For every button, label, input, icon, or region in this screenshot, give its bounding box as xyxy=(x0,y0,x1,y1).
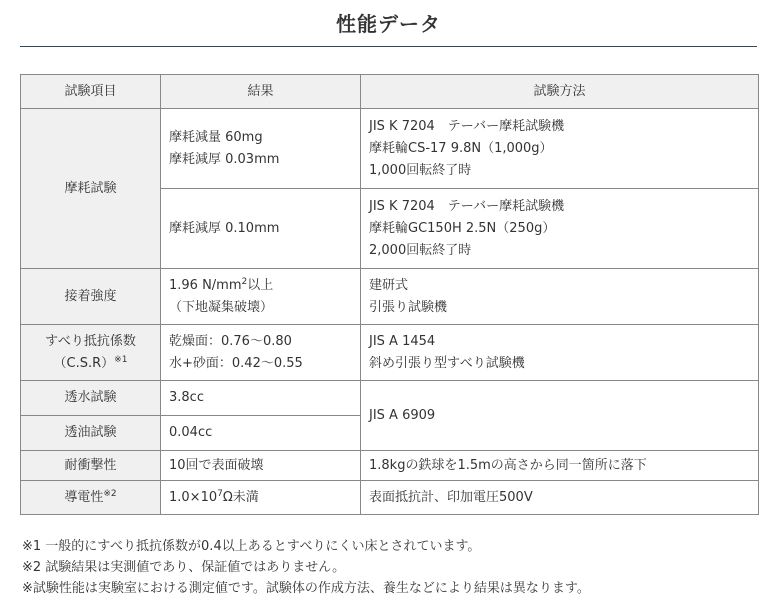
item-water-permeability: 透水試験 xyxy=(21,381,161,416)
header-test-method: 試験方法 xyxy=(361,75,759,109)
result-line: 摩耗減量 60mg xyxy=(169,129,263,145)
item-line-text: （C.S.R） xyxy=(53,355,115,371)
method-line: 摩耗輪GC150H 2.5N（250g） xyxy=(369,220,556,236)
header-test-item: 試験項目 xyxy=(21,75,161,109)
conductivity-exponent: 7 xyxy=(217,488,223,499)
result-oil-permeability: 0.04cc xyxy=(161,416,361,451)
item-adhesion: 接着強度 xyxy=(21,269,161,325)
result-impact-resistance: 10回で表面破壊 xyxy=(161,451,361,481)
item-impact-resistance: 耐衝撃性 xyxy=(21,451,161,481)
table-header-row xyxy=(21,75,759,109)
title-divider xyxy=(20,46,757,47)
method-line: JIS K 7204 テーバー摩耗試験機 xyxy=(369,118,565,134)
item-line xyxy=(29,353,152,375)
method-water-oil: JIS A 6909 xyxy=(361,381,759,451)
table-row xyxy=(21,325,759,381)
conductivity-prefix: 1.0×10 xyxy=(169,489,218,505)
table-row xyxy=(21,451,759,481)
adhesion-suffix: 以上 xyxy=(247,277,274,293)
item-line: すべり抵抗係数 xyxy=(45,333,136,349)
table-row xyxy=(21,481,759,515)
footnotes xyxy=(22,536,590,599)
result-conductivity xyxy=(161,481,361,515)
method-line: 斜め引張り型すべり試験機 xyxy=(369,355,525,371)
table-row xyxy=(21,381,759,416)
result-abrasion-2 xyxy=(161,189,361,269)
page-title: 性能データ xyxy=(336,12,441,36)
method-line: JIS K 7204 テーバー摩耗試験機 xyxy=(369,198,565,214)
method-line: 建研式 xyxy=(369,277,409,293)
result-line: 摩耗減厚 0.10mm xyxy=(169,220,280,236)
result-slip-resistance xyxy=(161,325,361,381)
footnote-1: ※1 一般的にすべり抵抗係数が0.4以上あるとすべりにくい床とされています。 xyxy=(22,539,481,554)
result-line: （下地凝集破壊） xyxy=(169,299,274,315)
result-line: 摩耗減厚 0.03mm xyxy=(169,151,280,167)
method-impact-resistance: 1.8kgの鉄球を1.5mの高さから同一箇所に落下 xyxy=(361,451,759,481)
method-conductivity: 表面抵抗計、印加電圧500V xyxy=(361,481,759,515)
method-line: 摩耗輪CS-17 9.8N（1,000g） xyxy=(369,140,553,156)
footnote-mark: ※2 xyxy=(103,488,117,499)
method-line: 1,000回転終了時 xyxy=(369,162,472,178)
result-water-permeability: 3.8cc xyxy=(161,381,361,416)
method-abrasion-1 xyxy=(361,109,759,189)
method-line: JIS A 1454 xyxy=(369,333,436,349)
item-conductivity xyxy=(21,481,161,515)
conductivity-suffix: Ω未満 xyxy=(222,489,259,505)
method-abrasion-2 xyxy=(361,189,759,269)
result-line xyxy=(169,275,352,297)
performance-table xyxy=(20,74,759,515)
item-conductivity-text: 導電性 xyxy=(64,489,104,505)
table-row xyxy=(21,269,759,325)
table-row xyxy=(21,109,759,189)
footnote-2: ※2 試験結果は実測値であり、保証値ではありません。 xyxy=(22,560,346,575)
result-adhesion xyxy=(161,269,361,325)
result-abrasion-1 xyxy=(161,109,361,189)
method-line: 2,000回転終了時 xyxy=(369,242,472,258)
footnote-mark: ※1 xyxy=(114,354,128,365)
result-line: 乾燥面：0.76～0.80 xyxy=(169,333,292,349)
item-abrasion: 摩耗試験 xyxy=(21,109,161,269)
method-slip-resistance xyxy=(361,325,759,381)
item-oil-permeability: 透油試験 xyxy=(21,416,161,451)
item-slip-resistance xyxy=(21,325,161,381)
header-result: 結果 xyxy=(161,75,361,109)
result-line: 水+砂面：0.42～0.55 xyxy=(169,355,303,371)
adhesion-value: 1.96 N/mm xyxy=(169,277,242,293)
method-adhesion xyxy=(361,269,759,325)
adhesion-unit-exponent: 2 xyxy=(241,276,248,287)
method-line: 引張り試験機 xyxy=(369,299,448,315)
footnote-3: ※試験性能は実験室における測定値です。試験体の作成方法、養生などにより結果は異なります。 xyxy=(22,581,590,596)
